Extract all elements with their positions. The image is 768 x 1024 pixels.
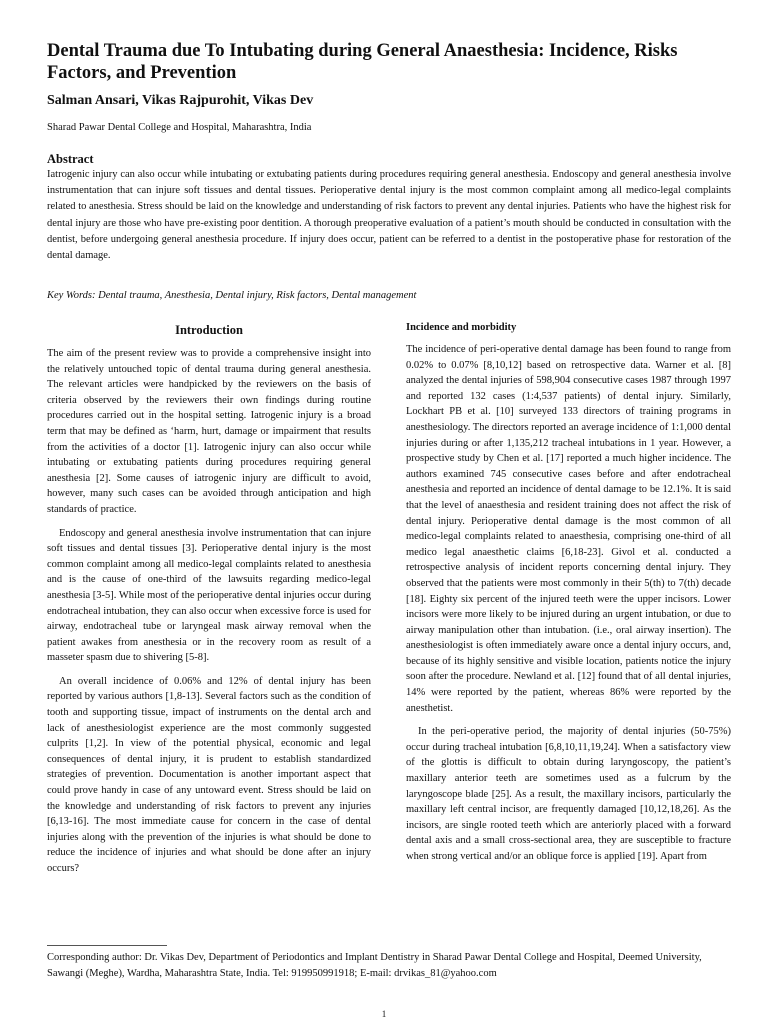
- corresponding-author-note: Corresponding author: Dr. Vikas Dev, Department of Periodontics and Implant Dentistry in Sharad Pawar Dental College and Hospital, Deemed University, Sawangi (Meghe), Wardha, Maharashtra State, India. Tel: 919950991918; E-mail: drvikas_81@yahoo.com: [47, 952, 702, 979]
- introduction-heading: Introduction: [175, 323, 243, 337]
- incidence-paragraph: The incidence of peri-operative dental damage has been found to range from 0.02% to 0.07% [8,10,12] based on retrospective data. Warner et al. [8] analyzed the dental injuries of 598,904 consecutive cases 1987 through 1997 and reported 132 cases (1:4,537 patients) of dental injury. Similarly, Lockhart PB et al. [10] surveyed 133 directors of training programs in anesthesiology. The directors reported an average incidence of 1:1,000 dental injuries during or after 1,135,212 tracheal intubations in 1 year. However, a prospective study by Chen et al. [17] reported a much higher incidence. The authors examined 745 consecutive cases before and after endotracheal anesthesia and reported an incidence of dental damage to be 12.1%. It is said that the level of anaesthesia and resident training does not affect the risk of dental injury. Perioperative dental damage is the most common of all medico-legal complaints related to anaesthesia, comprising one-third of all medico legal anaesthetic claims [6,18-23]. Givol et al. conducted a retrospective analysis of incident reports concerning dental injury. They observed that the patients were most commonly in their 5(th) to 7(th) decade [18]. Eighty six percent of the injured teeth were the upper incisors. Lower incisors were more likely to be injured during an urgent intubation, or due to airway manipulation other than intubation. (i.e., oral airway insertion). The anesthesiologist is often immediately aware once a dental injury occurs, and, because of its highly sensitive and visible location, patients notice the injury soon after the procedure. Newland et al. [12] found that of all dental injuries, 14% were reported by the patient, whereas 86% were reported by the anesthetist.: [406, 344, 731, 714]
- introduction-paragraph: Endoscopy and general anesthesia involve instrumentation that can injure soft tissues and dental tissues [3]. Perioperative dental injury is the most common complaint among all medico-legal complaints related to anesthesia and is the cause of one-third of the lawsuits regarding medico-legal anesthesia [3-5]. While most of the perioperative dental injuries occur during endotracheal intubation, they can also occur when excessive force is used for airway, endotracheal tube or laryngeal mask airway removal when the patient awakes from anesthesia or in the recovery room as result of a masseter spasm due to shivering [5-8].: [47, 527, 371, 664]
- introduction-paragraph: An overall incidence of 0.06% and 12% of dental injury has been reported by various authors [1,8-13]. Several factors such as the condition of tooth and supporting tissue, impact of instruments on the dental arch and lack of anesthesiologist experience are the most commonly suggested culprits [1,2]. In view of the potential physical, economic and legal consequences of dental injury, it is prudent to establish standardized strategies of prevention. Documentation is another important aspect that could prove handy in case of any untoward event. Stress should be laid on the knowledge and understanding of risk factors to prevent any injuries [6,13-16]. The most immediate cause for concern in the case of dental injuries along with the prevention of the injuries is what should be done to reduce the incidence of injuries and what should be done after an injury occurs?: [47, 675, 371, 874]
- paper-title: Dental Trauma due To Intubating during General Anaesthesia: Incidence, Risks Factors, and Prevention: [47, 41, 678, 83]
- affiliation: Sharad Pawar Dental College and Hospital, Maharashtra, India: [47, 122, 312, 133]
- left-column: [47, 320, 371, 885]
- incidence-paragraph: In the peri-operative period, the majority of dental injuries (50-75%) occur during tracheal intubation [6,8,10,11,19,24]. When a satisfactory view of the glottis is difficult to obtain during laryngoscopy, the patient’s maxillary anterior teeth are sometimes used as a fulcrum by the laryngoscope blade [25]. As a result, the maxillary incisors, particularly the maxillary left central incisor, are frequently damaged [10,12,18,26]. As the incisors, are single rooted teeth which are anteriorly placed with a forward dental axis and a small cross-sectional area, they are susceptible to fracture when strong vertical and/or an oblique force is applied [19]. Apart from: [406, 726, 731, 862]
- abstract-body: Iatrogenic injury can also occur while intubating or extubating patients during procedures requiring general anesthesia. Endoscopy and general anesthesia involve instrumentation that can injure soft tissues and dental tissues. Perioperative dental injury is the most common complaint among all medico-legal complaints related to anesthesia. Stress should be laid on the knowledge and understanding of risk factors to prevent any dental injuries. Patients who have the highest risk for dental injury are those who have pre-existing poor dentition. A thorough preoperative evaluation of a patient’s mouth should be conducted in consultation with the dentist, before undergoing general anesthesia procedure. If injury does occur, patient can be referred to a dentist in the postoperative phase for restoration of the dental damage.: [47, 169, 731, 262]
- footnote-rule: [47, 945, 167, 946]
- author-list: Salman Ansari, Vikas Rajpurohit, Vikas Dev: [47, 93, 314, 108]
- incidence-heading: Incidence and morbidity: [406, 322, 517, 333]
- introduction-paragraph: The aim of the present review was to provide a comprehensive insight into the relatively untouched topic of dental trauma during general anesthesia. The relevant articles were handpicked by the reviewers on the basis of criteria observed by the reviewers their own findings during routine procedures carried out in the hospital setting. Iatrogenic injury is a broad term that may be defined as ‘harm, hurt, damage or impairment that results from the activities of a doctor [1]. Iatrogenic injury can also occur while intubating or extubating patients during procedures requiring general anesthesia [2]. Some causes of iatrogenic injury are difficult to avoid, however, many such cases can be avoided through anticipation and high standards of practice.: [47, 348, 371, 515]
- abstract-heading: Abstract: [47, 152, 94, 166]
- keywords: Key Words: Dental trauma, Anesthesia, Dental injury, Risk factors, Dental management: [47, 290, 417, 301]
- right-column: [406, 320, 731, 873]
- page-number: 1: [381, 1009, 387, 1019]
